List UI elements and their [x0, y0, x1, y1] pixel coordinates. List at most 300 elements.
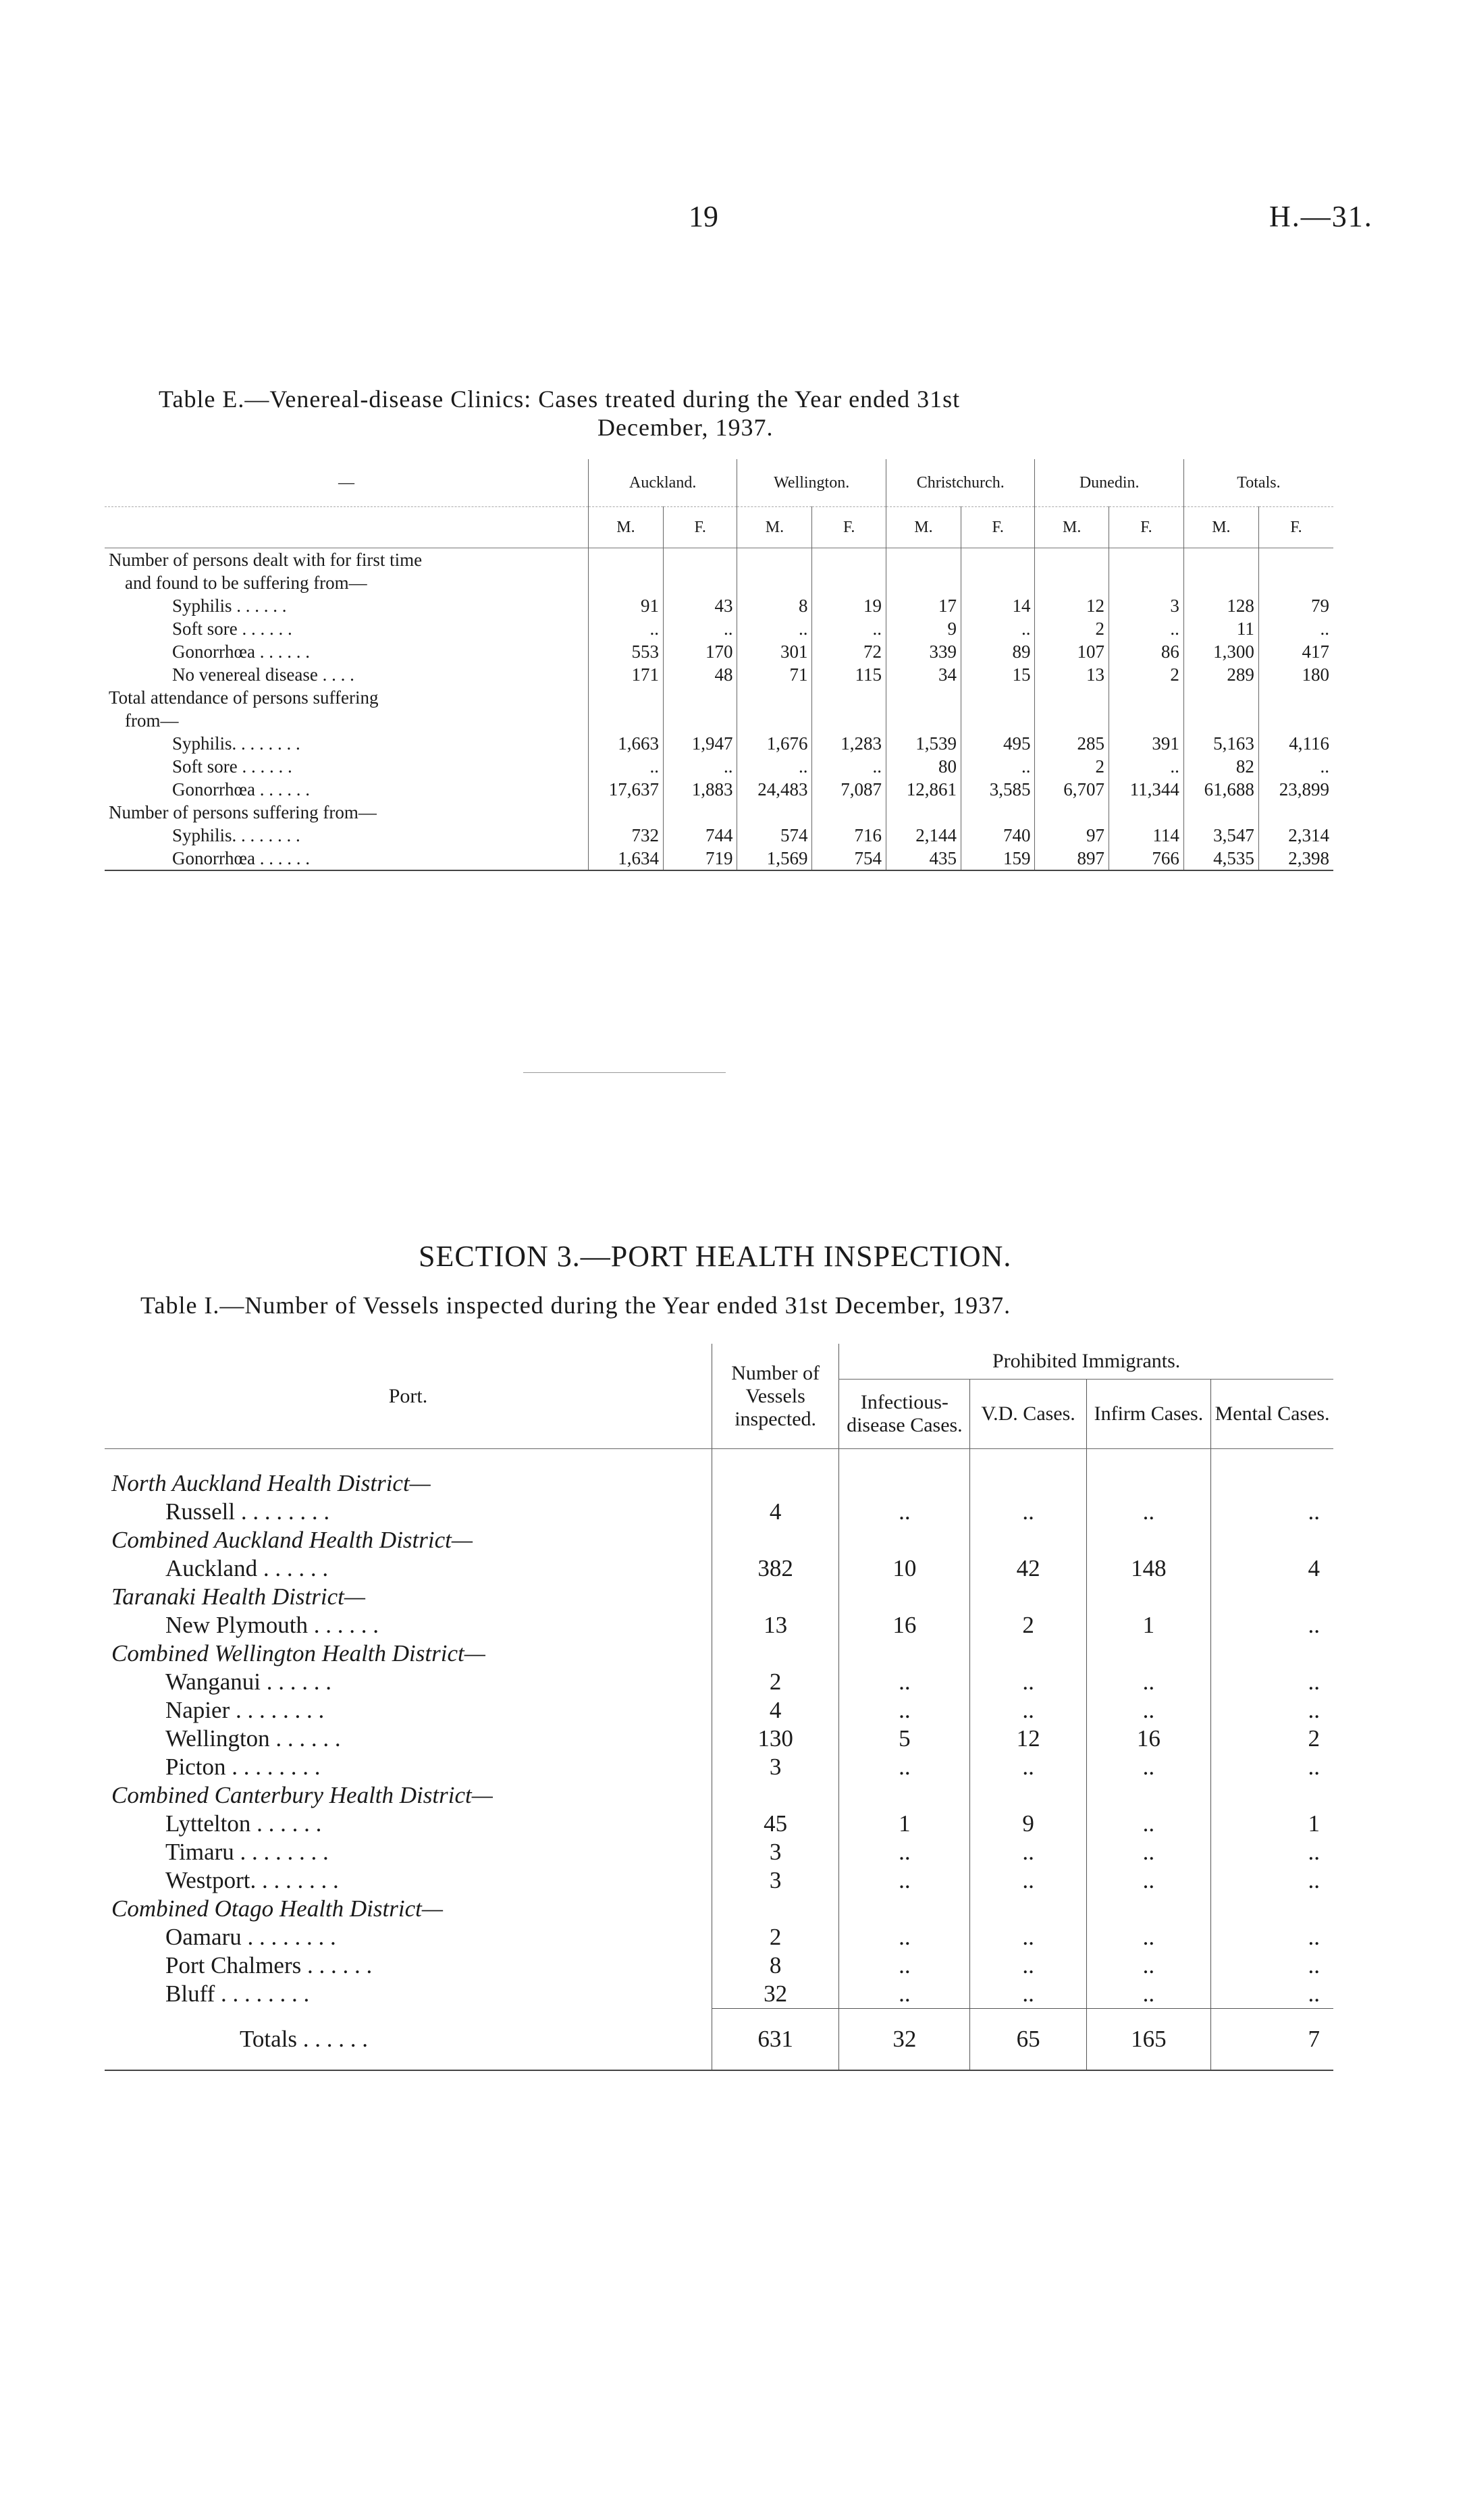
totals-label: Totals . . . . . .	[105, 2009, 712, 2071]
row-label: Number of persons dealt with for first time	[105, 548, 588, 572]
cell-value: 754	[812, 847, 886, 870]
cell-value: 82	[1183, 755, 1258, 778]
cell-value: ..	[970, 1838, 1086, 1866]
cell-value	[663, 686, 737, 709]
section-heading: SECTION 3.—PORT HEALTH INSPECTION.	[419, 1240, 1012, 1273]
sex-header: F.	[812, 507, 886, 548]
cell-value	[812, 709, 886, 732]
table-e-caption-line1: Table E.—Venereal-disease Clinics: Cases treated during the Year ended 31st	[159, 386, 961, 413]
cell-value: ..	[737, 755, 812, 778]
city-header-christchurch: Christchurch.	[886, 459, 1035, 507]
district-label: Combined Canterbury Health District—	[111, 1782, 493, 1808]
cell-value: ..	[970, 1980, 1086, 2009]
header-infectious: Infectious-disease Cases.	[839, 1380, 970, 1449]
cell-value	[737, 709, 812, 732]
cell-value: ..	[839, 1923, 970, 1951]
cell-value: 2,314	[1258, 824, 1333, 847]
cell-value	[886, 709, 961, 732]
cell-value: 740	[961, 824, 1035, 847]
cell-value	[1109, 571, 1183, 594]
page-reference: H.—31.	[1269, 200, 1373, 233]
cell-value: 89	[961, 640, 1035, 663]
cell-value	[663, 801, 737, 824]
table-row	[105, 1611, 1333, 1639]
cell-value: ..	[1086, 1980, 1210, 2009]
cell-value: 128	[1183, 594, 1258, 617]
port-label: Napier . . . . . . . .	[165, 1697, 325, 1723]
cell-value: 2	[712, 1923, 838, 1951]
district-row	[105, 1526, 1333, 1554]
cell-value	[1258, 571, 1333, 594]
table-row	[105, 640, 1333, 663]
table-row	[105, 709, 1333, 732]
cell-value	[737, 801, 812, 824]
cell-value: 3,547	[1183, 824, 1258, 847]
cell-value: 1,569	[737, 847, 812, 870]
cell-value: ..	[961, 755, 1035, 778]
header-infirm: Infirm Cases.	[1086, 1380, 1210, 1449]
cell-value: 130	[712, 1725, 838, 1753]
cell-value: 574	[737, 824, 812, 847]
cell-value: 16	[839, 1611, 970, 1639]
cell-value: ..	[970, 1951, 1086, 1980]
cell-value	[812, 686, 886, 709]
sex-header: M.	[1035, 507, 1109, 548]
cell-value	[1258, 686, 1333, 709]
cell-value: ..	[1211, 1696, 1333, 1725]
cell-value: ..	[839, 1696, 970, 1725]
header-port: Port.	[105, 1344, 712, 1449]
cell-value	[588, 548, 663, 572]
cell-value: 13	[712, 1611, 838, 1639]
row-label: Soft sore . . . . . .	[172, 756, 292, 777]
cell-value: ..	[1086, 1923, 1210, 1951]
cell-value: 2,144	[886, 824, 961, 847]
cell-value: 159	[961, 847, 1035, 870]
port-label: Port Chalmers . . . . . .	[165, 1952, 373, 1978]
table-row	[105, 571, 1333, 594]
cell-value: 11,344	[1109, 778, 1183, 801]
row-label: Number of persons suffering from—	[109, 802, 377, 822]
table-row	[105, 663, 1333, 686]
table-row	[105, 778, 1333, 801]
cell-value: 4	[1211, 1554, 1333, 1583]
cell-value: ..	[839, 1838, 970, 1866]
cell-value: 17	[886, 594, 961, 617]
cell-value: 8	[737, 594, 812, 617]
district-row	[105, 1895, 1333, 1923]
cell-value: 2	[1211, 1725, 1333, 1753]
cell-value	[886, 548, 961, 572]
cell-value	[812, 548, 886, 572]
cell-value	[663, 709, 737, 732]
cell-value: 5,163	[1183, 732, 1258, 755]
table-row	[105, 824, 1333, 847]
cell-value	[812, 801, 886, 824]
row-label: Gonorrhœa . . . . . .	[105, 847, 588, 870]
totals-value: 631	[712, 2009, 838, 2071]
header-vessels: Number of Vessels inspected.	[712, 1344, 838, 1449]
table-row	[105, 1725, 1333, 1753]
port-label: Westport. . . . . . . .	[165, 1867, 339, 1893]
cell-value: 732	[588, 824, 663, 847]
cell-value: ..	[1109, 617, 1183, 640]
city-header-totals: Totals.	[1183, 459, 1333, 507]
cell-value: 10	[839, 1554, 970, 1583]
cell-value: ..	[1211, 1668, 1333, 1696]
cell-value	[1109, 686, 1183, 709]
row-label: No venereal disease . . . .	[172, 664, 354, 685]
cell-value: 4,116	[1258, 732, 1333, 755]
table-row	[105, 732, 1333, 755]
cell-value: 897	[1035, 847, 1109, 870]
cell-value: 79	[1258, 594, 1333, 617]
cell-value: 91	[588, 594, 663, 617]
cell-value	[1183, 801, 1258, 824]
cell-value: 34	[886, 663, 961, 686]
cell-value	[812, 571, 886, 594]
cell-value: ..	[1211, 1498, 1333, 1526]
cell-value: ..	[1086, 1498, 1210, 1526]
cell-value: ..	[1086, 1696, 1210, 1725]
cell-value: ..	[1086, 1753, 1210, 1781]
cell-value: 180	[1258, 663, 1333, 686]
cell-value	[1109, 548, 1183, 572]
cell-value: 115	[812, 663, 886, 686]
cell-value: 1	[1086, 1611, 1210, 1639]
cell-value: 45	[712, 1810, 838, 1838]
cell-value: ..	[1086, 1866, 1210, 1895]
table-row	[105, 617, 1333, 640]
cell-value: 13	[1035, 663, 1109, 686]
cell-value: 553	[588, 640, 663, 663]
cell-value: 1,663	[588, 732, 663, 755]
cell-value	[588, 571, 663, 594]
row-label: Syphilis. . . . . . . .	[172, 824, 300, 845]
cell-value: 435	[886, 847, 961, 870]
cell-value: ..	[839, 1980, 970, 2009]
table-e-corner: —	[105, 459, 588, 507]
cell-value: 71	[737, 663, 812, 686]
cell-value: ..	[663, 755, 737, 778]
port-label: Bluff . . . . . . . .	[165, 1980, 310, 2007]
header-mental: Mental Cases.	[1211, 1380, 1333, 1449]
table-row	[105, 1554, 1333, 1583]
cell-value	[1035, 571, 1109, 594]
cell-value: 1,676	[737, 732, 812, 755]
cell-value	[663, 571, 737, 594]
cell-value: ..	[970, 1668, 1086, 1696]
cell-value: 719	[663, 847, 737, 870]
cell-value: ..	[812, 617, 886, 640]
port-label: New Plymouth . . . . . .	[165, 1612, 379, 1638]
table-row	[105, 1498, 1333, 1526]
cell-value: 12	[1035, 594, 1109, 617]
port-label: Oamaru . . . . . . . .	[165, 1924, 336, 1950]
row-label: Syphilis. . . . . . . .	[172, 733, 300, 754]
cell-value: 391	[1109, 732, 1183, 755]
cell-value: 3	[712, 1753, 838, 1781]
cell-value: 4,535	[1183, 847, 1258, 870]
cell-value: 32	[712, 1980, 838, 2009]
cell-value: 72	[812, 640, 886, 663]
cell-value: 1,539	[886, 732, 961, 755]
cell-value: 15	[961, 663, 1035, 686]
cell-value: 80	[886, 755, 961, 778]
table-row	[105, 1923, 1333, 1951]
district-label: Combined Wellington Health District—	[111, 1640, 485, 1666]
cell-value	[961, 548, 1035, 572]
cell-value: 4	[712, 1498, 838, 1526]
totals-value: 32	[839, 2009, 970, 2071]
district-label: Combined Otago Health District—	[111, 1895, 443, 1922]
cell-value: ..	[1086, 1668, 1210, 1696]
cell-value	[961, 571, 1035, 594]
cell-value: 61,688	[1183, 778, 1258, 801]
port-label: Russell . . . . . . . .	[165, 1498, 330, 1525]
cell-value: ..	[737, 617, 812, 640]
cell-value: 1,283	[812, 732, 886, 755]
cell-value: ..	[1211, 1753, 1333, 1781]
cell-value: ..	[961, 617, 1035, 640]
sex-header: M.	[737, 507, 812, 548]
cell-value: 2,398	[1258, 847, 1333, 870]
cell-value: 1,947	[663, 732, 737, 755]
cell-value: 301	[737, 640, 812, 663]
cell-value: 107	[1035, 640, 1109, 663]
cell-value: 3,585	[961, 778, 1035, 801]
cell-value: ..	[970, 1696, 1086, 1725]
cell-value: 2	[970, 1611, 1086, 1639]
cell-value: 9	[886, 617, 961, 640]
header-prohibited: Prohibited Immigrants.	[839, 1344, 1333, 1380]
district-row	[105, 1639, 1333, 1668]
cell-value: 3	[1109, 594, 1183, 617]
cell-value	[1258, 801, 1333, 824]
spacer-row	[105, 1449, 1333, 1470]
sex-header: F.	[1109, 507, 1183, 548]
cell-value: 148	[1086, 1554, 1210, 1583]
table-e	[105, 459, 1333, 871]
cell-value: ..	[1086, 1838, 1210, 1866]
row-label: Soft sore . . . . . .	[172, 618, 292, 639]
cell-value	[737, 571, 812, 594]
cell-value: 2	[712, 1668, 838, 1696]
row-label: and found to be suffering from—	[125, 572, 367, 593]
cell-value	[1035, 686, 1109, 709]
sex-header: M.	[588, 507, 663, 548]
cell-value: 24,483	[737, 778, 812, 801]
cell-value: 43	[663, 594, 737, 617]
cell-value: ..	[970, 1866, 1086, 1895]
cell-value	[886, 801, 961, 824]
cell-value: ..	[1211, 1611, 1333, 1639]
table-row	[105, 686, 1333, 709]
cell-value: 1	[1211, 1810, 1333, 1838]
cell-value	[961, 686, 1035, 709]
cell-value: 23,899	[1258, 778, 1333, 801]
district-label: North Auckland Health District—	[111, 1470, 431, 1496]
cell-value: 1,300	[1183, 640, 1258, 663]
cell-value: 16	[1086, 1725, 1210, 1753]
cell-value	[1109, 709, 1183, 732]
row-label: Gonorrhœa . . . . . .	[172, 641, 310, 662]
row-label: from—	[125, 710, 179, 731]
cell-value: 2	[1109, 663, 1183, 686]
district-row	[105, 1583, 1333, 1611]
cell-value: ..	[1258, 617, 1333, 640]
cell-value: ..	[970, 1923, 1086, 1951]
cell-value	[737, 548, 812, 572]
cell-value: 744	[663, 824, 737, 847]
port-label: Wanganui . . . . . .	[165, 1669, 332, 1695]
row-label: Total attendance of persons suffering	[109, 687, 379, 708]
table-row	[105, 1866, 1333, 1895]
sex-header: F.	[961, 507, 1035, 548]
cell-value: 12	[970, 1725, 1086, 1753]
table-row	[105, 847, 1333, 870]
cell-value: ..	[1211, 1951, 1333, 1980]
cell-value: 11	[1183, 617, 1258, 640]
cell-value: 3	[712, 1838, 838, 1866]
cell-value: 1,883	[663, 778, 737, 801]
cell-value: ..	[1086, 1810, 1210, 1838]
totals-value: 165	[1086, 2009, 1210, 2071]
city-header-dunedin: Dunedin.	[1035, 459, 1183, 507]
cell-value: 495	[961, 732, 1035, 755]
cell-value: 716	[812, 824, 886, 847]
cell-value: ..	[812, 755, 886, 778]
cell-value	[1258, 709, 1333, 732]
district-label: Taranaki Health District—	[111, 1583, 365, 1610]
cell-value: 114	[1109, 824, 1183, 847]
cell-value: ..	[1211, 1866, 1333, 1895]
cell-value: 766	[1109, 847, 1183, 870]
cell-value: 1	[839, 1810, 970, 1838]
district-label: Combined Auckland Health District—	[111, 1527, 473, 1553]
cell-value: ..	[1109, 755, 1183, 778]
sex-header: F.	[663, 507, 737, 548]
city-header-auckland: Auckland.	[588, 459, 737, 507]
table-row	[105, 1951, 1333, 1980]
cell-value: ..	[970, 1498, 1086, 1526]
district-row	[105, 1781, 1333, 1810]
table-row	[105, 548, 1333, 572]
cell-value	[1035, 801, 1109, 824]
sex-header-spacer	[105, 507, 588, 548]
totals-value: 65	[970, 2009, 1086, 2071]
cell-value	[737, 686, 812, 709]
cell-value: 285	[1035, 732, 1109, 755]
cell-value: 6,707	[1035, 778, 1109, 801]
table-row	[105, 1810, 1333, 1838]
cell-value	[588, 801, 663, 824]
cell-value: 48	[663, 663, 737, 686]
table-i-caption: Table I.—Number of Vessels inspected during the Year ended 31st December, 1937.	[140, 1292, 1011, 1319]
cell-value: 14	[961, 594, 1035, 617]
row-label: Syphilis . . . . . .	[172, 595, 287, 616]
port-label: Wellington . . . . . .	[165, 1725, 341, 1752]
cell-value	[1035, 548, 1109, 572]
cell-value: 17,637	[588, 778, 663, 801]
cell-value: ..	[1086, 1951, 1210, 1980]
cell-value: 8	[712, 1951, 838, 1980]
cell-value: 382	[712, 1554, 838, 1583]
cell-value: ..	[588, 755, 663, 778]
port-label: Lyttelton . . . . . .	[165, 1810, 322, 1837]
cell-value	[961, 801, 1035, 824]
port-label: Picton . . . . . . . .	[165, 1754, 321, 1780]
sex-header: F.	[1258, 507, 1333, 548]
city-header-wellington: Wellington.	[737, 459, 886, 507]
cell-value	[886, 571, 961, 594]
cell-value	[1183, 548, 1258, 572]
cell-value	[1035, 709, 1109, 732]
cell-value: 171	[588, 663, 663, 686]
cell-value: ..	[839, 1866, 970, 1895]
cell-value: 97	[1035, 824, 1109, 847]
cell-value: ..	[1211, 1923, 1333, 1951]
table-row	[105, 1696, 1333, 1725]
cell-value: 417	[1258, 640, 1333, 663]
table-i	[105, 1344, 1333, 2071]
cell-value: 1,634	[588, 847, 663, 870]
cell-value: ..	[1258, 755, 1333, 778]
cell-value	[1258, 548, 1333, 572]
cell-value: 12,861	[886, 778, 961, 801]
table-row	[105, 1753, 1333, 1781]
cell-value	[961, 709, 1035, 732]
totals-value: 7	[1211, 2009, 1333, 2071]
cell-value: 4	[712, 1696, 838, 1725]
cell-value: ..	[839, 1498, 970, 1526]
cell-value: 2	[1035, 617, 1109, 640]
table-row	[105, 594, 1333, 617]
table-row	[105, 1838, 1333, 1866]
cell-value	[1109, 801, 1183, 824]
cell-value	[886, 686, 961, 709]
cell-value	[1183, 709, 1258, 732]
cell-value: 7,087	[812, 778, 886, 801]
table-row	[105, 755, 1333, 778]
cell-value	[588, 709, 663, 732]
cell-value: ..	[588, 617, 663, 640]
port-label: Timaru . . . . . . . .	[165, 1839, 329, 1865]
cell-value: ..	[1211, 1980, 1333, 2009]
totals-row	[105, 2009, 1333, 2071]
table-row	[105, 1668, 1333, 1696]
cell-value: 170	[663, 640, 737, 663]
page-number: 19	[689, 200, 718, 233]
cell-value: 339	[886, 640, 961, 663]
cell-value	[663, 548, 737, 572]
cell-value: 289	[1183, 663, 1258, 686]
cell-value	[1183, 571, 1258, 594]
cell-value: ..	[970, 1753, 1086, 1781]
cell-value: ..	[839, 1753, 970, 1781]
cell-value: ..	[839, 1951, 970, 1980]
cell-value: ..	[1211, 1838, 1333, 1866]
cell-value	[588, 686, 663, 709]
cell-value: 5	[839, 1725, 970, 1753]
cell-value: 86	[1109, 640, 1183, 663]
cell-value: 3	[712, 1866, 838, 1895]
cell-value: ..	[663, 617, 737, 640]
cell-value	[1183, 686, 1258, 709]
row-label: Gonorrhœa . . . . . .	[172, 779, 310, 799]
cell-value: 19	[812, 594, 886, 617]
table-row	[105, 801, 1333, 824]
